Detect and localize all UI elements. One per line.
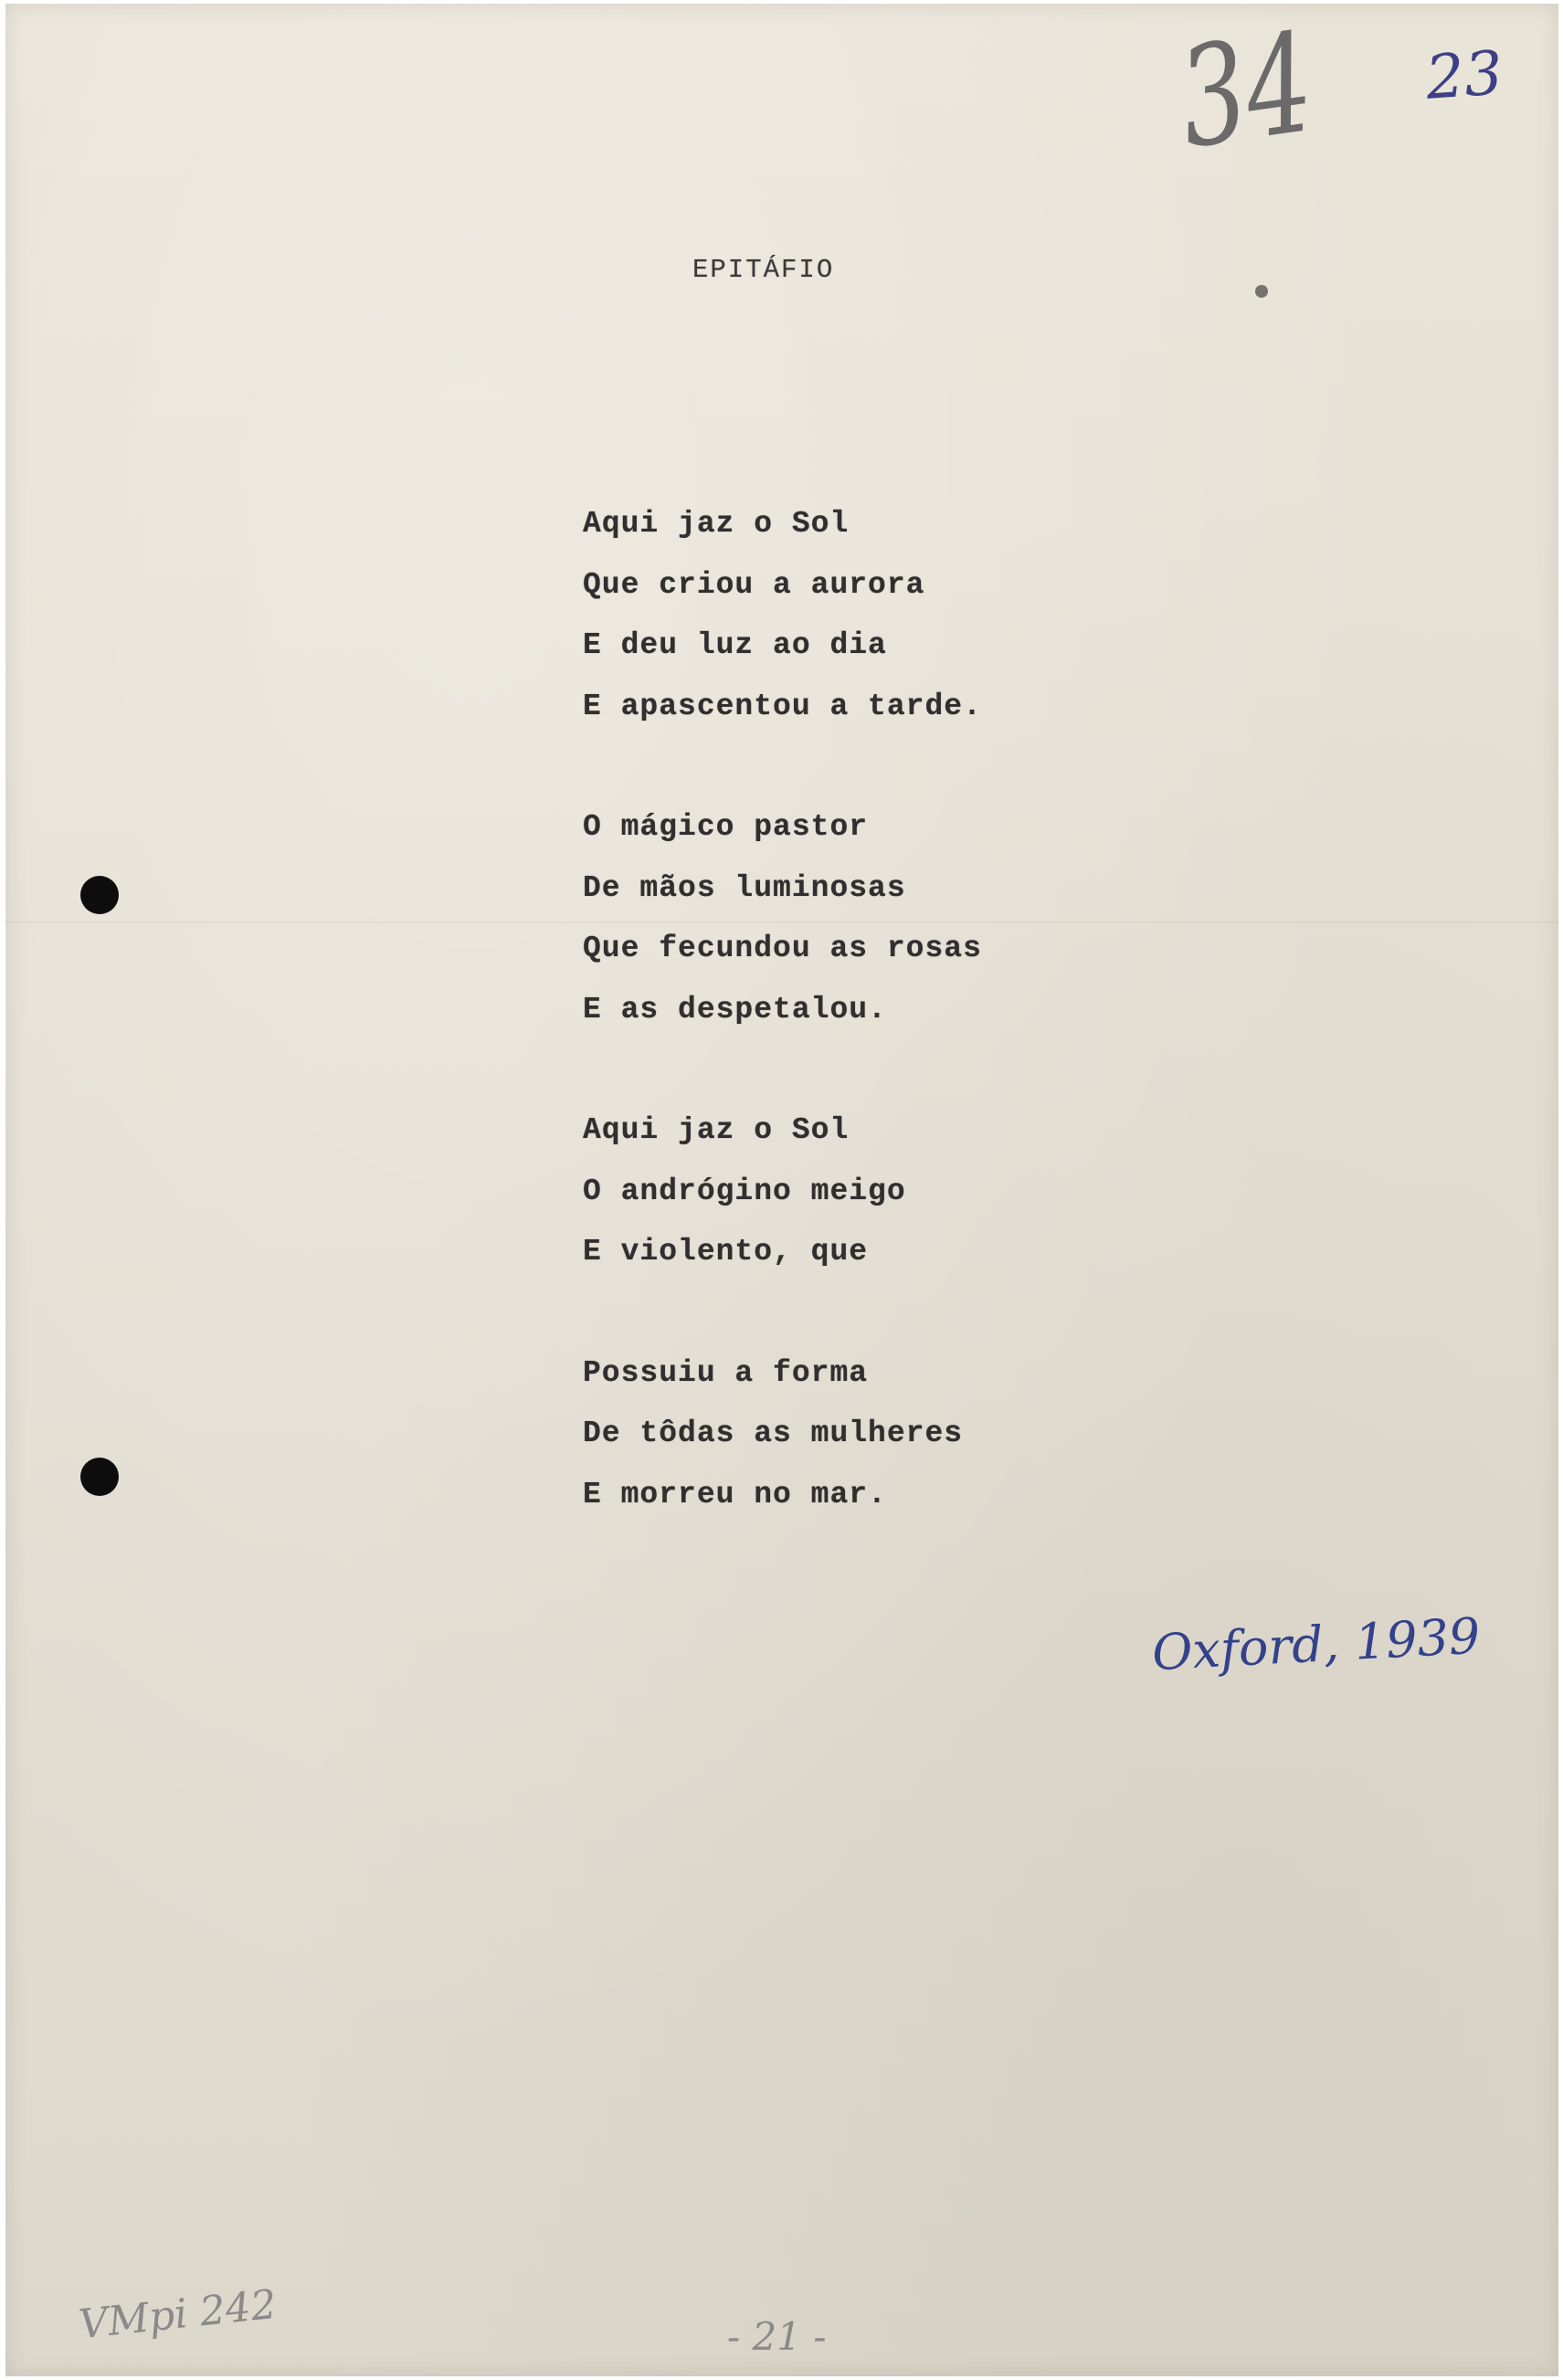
handwritten-archive-reference: VMpi 242 [76,2280,280,2349]
stanza-2 [583,797,982,1040]
poem-line: E violento, que [583,1235,869,1269]
poem-line: Que fecundou as rosas [583,932,982,965]
stanza-1 [583,494,982,737]
poem-line: Que criou a aurora [583,567,925,602]
poem-line: O mágico pastor [583,810,869,844]
poem-line: Aqui jaz o Sol [583,507,850,541]
poem-line: E apascentou a tarde. [583,689,982,723]
poem-line: Possuiu a forma [583,1355,869,1390]
poem-title: EPITÁFIO [692,255,835,285]
document-page [5,4,1558,2376]
page-number: - 21 - [727,2314,827,2359]
punch-hole-bottom [80,1458,119,1496]
handwritten-folio-number: 34 [1170,4,1322,180]
stanza-3 [583,1100,982,1283]
poem-line: De mãos luminosas [583,870,906,905]
poem-line: Aqui jaz o Sol [583,1113,850,1147]
handwritten-sheet-number: 23 [1423,37,1505,113]
handwritten-place-date: Oxford, 1939 [1150,1606,1482,1682]
stanza-4 [583,1343,982,1526]
poem-line: E as despetalou. [583,992,887,1027]
punch-hole-top [80,876,119,914]
ink-spot [1255,285,1268,298]
poem-line: De tôdas as mulheres [583,1416,964,1450]
poem-body [583,494,982,1585]
poem-line: E morreu no mar. [583,1477,887,1511]
poem-line: E deu luz ao dia [583,628,887,662]
poem-line: O andrógino meigo [583,1174,906,1208]
